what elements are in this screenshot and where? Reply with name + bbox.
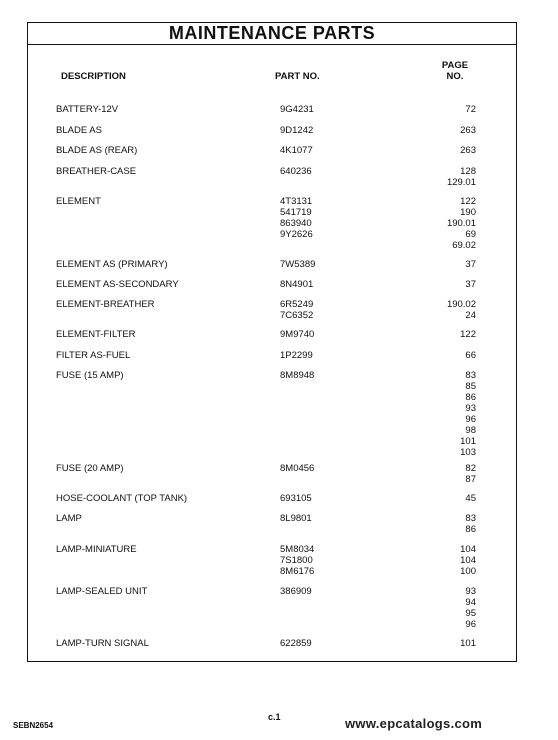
- part-number: 4K1077: [280, 145, 313, 156]
- part-number: 9Y2626: [280, 229, 313, 240]
- page-number: 87: [465, 474, 476, 485]
- part-number: 8M8948: [280, 370, 315, 381]
- column-header-page-no: [425, 60, 485, 82]
- row-page-numbers: [420, 104, 476, 115]
- page-title: MAINTENANCE PARTS: [28, 23, 516, 45]
- page-number: 85: [465, 381, 476, 392]
- page-number: 72: [465, 104, 476, 115]
- page-number: 263: [460, 145, 476, 156]
- page-number: 37: [465, 279, 476, 290]
- page-number: 83: [465, 513, 476, 524]
- row-page-numbers: [420, 463, 476, 485]
- page-number: 93: [465, 403, 476, 414]
- row-part-numbers: [280, 513, 312, 524]
- parts-table-frame: [27, 22, 517, 662]
- part-number: 9M9740: [280, 329, 315, 340]
- page-number: 104: [460, 555, 476, 566]
- page-number: 37: [465, 259, 476, 270]
- row-description: BLADE AS: [56, 125, 102, 136]
- row-page-numbers: [420, 299, 476, 321]
- row-page-numbers: [420, 145, 476, 156]
- page-number: 122: [460, 196, 476, 207]
- row-part-numbers: [280, 586, 312, 597]
- page-number: 69: [465, 229, 476, 240]
- row-description: FILTER AS-FUEL: [56, 350, 131, 361]
- row-description: LAMP-SEALED UNIT: [56, 586, 148, 597]
- page-number: 98: [465, 425, 476, 436]
- page-number: 86: [465, 524, 476, 535]
- row-part-numbers: [280, 104, 314, 115]
- row-part-numbers: [280, 350, 313, 361]
- part-number: 6R5249: [280, 299, 314, 310]
- part-number: 8M0456: [280, 463, 315, 474]
- page-number: 103: [460, 447, 476, 458]
- row-page-numbers: [420, 544, 476, 577]
- part-number: 386909: [280, 586, 312, 597]
- row-part-numbers: [280, 463, 314, 474]
- row-part-numbers: [280, 493, 312, 504]
- row-description: BATTERY-12V: [56, 104, 119, 115]
- page-number: 86: [465, 392, 476, 403]
- row-description: FUSE (15 AMP): [56, 370, 124, 381]
- row-page-numbers: [420, 586, 476, 630]
- part-number: 863940: [280, 218, 312, 229]
- part-number: 4T3131: [280, 196, 313, 207]
- part-number: 8M6176: [280, 566, 315, 577]
- column-header-page-line: NO.: [446, 71, 464, 82]
- row-part-numbers: [280, 259, 315, 270]
- row-description: LAMP: [56, 513, 82, 524]
- row-description: ELEMENT-BREATHER: [56, 299, 155, 310]
- part-number: 541719: [280, 207, 312, 218]
- column-header-part-no: PART NO.: [275, 71, 320, 82]
- part-number: 640236: [280, 166, 312, 177]
- page-number: 101: [460, 638, 476, 649]
- page-number: 45: [465, 493, 476, 504]
- row-page-numbers: [420, 166, 476, 188]
- page-number: 83: [465, 370, 476, 381]
- row-description: HOSE-COOLANT (TOP TANK): [56, 493, 188, 504]
- row-part-numbers: [280, 196, 313, 240]
- part-number: 693105: [280, 493, 312, 504]
- row-description: LAMP-MINIATURE: [56, 544, 137, 555]
- row-page-numbers: [420, 638, 476, 649]
- row-part-numbers: [280, 145, 313, 156]
- row-page-numbers: [420, 125, 476, 136]
- part-number: 7W5389: [280, 259, 316, 270]
- column-header-description: DESCRIPTION: [61, 71, 126, 82]
- page-number: 104: [460, 544, 476, 555]
- row-page-numbers: [420, 513, 476, 535]
- row-page-numbers: [420, 370, 476, 458]
- row-page-numbers: [420, 259, 476, 270]
- page-number: 93: [465, 586, 476, 597]
- page-number: 100: [460, 566, 476, 577]
- row-part-numbers: [280, 279, 313, 290]
- part-number: 1P2299: [280, 350, 313, 361]
- page-number: 190.01: [446, 218, 476, 229]
- page-number: 24: [465, 310, 476, 321]
- page-number: 96: [465, 414, 476, 425]
- page-number: 96: [465, 619, 476, 630]
- page-number: 66: [465, 350, 476, 361]
- part-number: 9D1242: [280, 125, 314, 136]
- page-number: 129.01: [446, 177, 476, 188]
- page-number: 122: [460, 329, 476, 340]
- document-number: SEBN2654: [13, 721, 54, 730]
- page-number: 263: [460, 125, 476, 136]
- page-number: 101: [460, 436, 476, 447]
- part-number: 9G4231: [280, 104, 314, 115]
- row-description: ELEMENT: [56, 196, 101, 207]
- row-description: LAMP-TURN SIGNAL: [56, 638, 149, 649]
- page-number: 190: [460, 207, 476, 218]
- row-description: BLADE AS (REAR): [56, 145, 138, 156]
- part-number: 8N4901: [280, 279, 314, 290]
- row-description: BREATHER-CASE: [56, 166, 137, 177]
- row-page-numbers: [420, 493, 476, 504]
- row-description: ELEMENT AS-SECONDARY: [56, 279, 179, 290]
- page-number: 94: [465, 597, 476, 608]
- watermark: www.epcatalogs.com: [345, 716, 483, 731]
- column-header-page-line: PAGE: [441, 60, 469, 71]
- page-number: 128: [460, 166, 476, 177]
- row-page-numbers: [420, 279, 476, 290]
- page-number: 190.02: [446, 299, 476, 310]
- part-number: 7S1800: [280, 555, 313, 566]
- row-part-numbers: [280, 299, 313, 321]
- row-part-numbers: [280, 638, 312, 649]
- row-part-numbers: [280, 166, 312, 177]
- row-part-numbers: [280, 370, 314, 381]
- row-page-numbers: [420, 196, 476, 251]
- row-description: FUSE (20 AMP): [56, 463, 124, 474]
- page-number: 95: [465, 608, 476, 619]
- part-number: 7C6352: [280, 310, 314, 321]
- page-number: 69.02: [452, 240, 476, 251]
- row-part-numbers: [280, 544, 314, 577]
- row-page-numbers: [420, 350, 476, 361]
- row-part-numbers: [280, 329, 314, 340]
- page-label: c.1: [268, 712, 281, 722]
- part-number: 622859: [280, 638, 312, 649]
- row-description: ELEMENT-FILTER: [56, 329, 136, 340]
- part-number: 5M8034: [280, 544, 315, 555]
- page-number: 82: [465, 463, 476, 474]
- row-part-numbers: [280, 125, 313, 136]
- part-number: 8L9801: [280, 513, 312, 524]
- row-page-numbers: [420, 329, 476, 340]
- row-description: ELEMENT AS (PRIMARY): [56, 259, 168, 270]
